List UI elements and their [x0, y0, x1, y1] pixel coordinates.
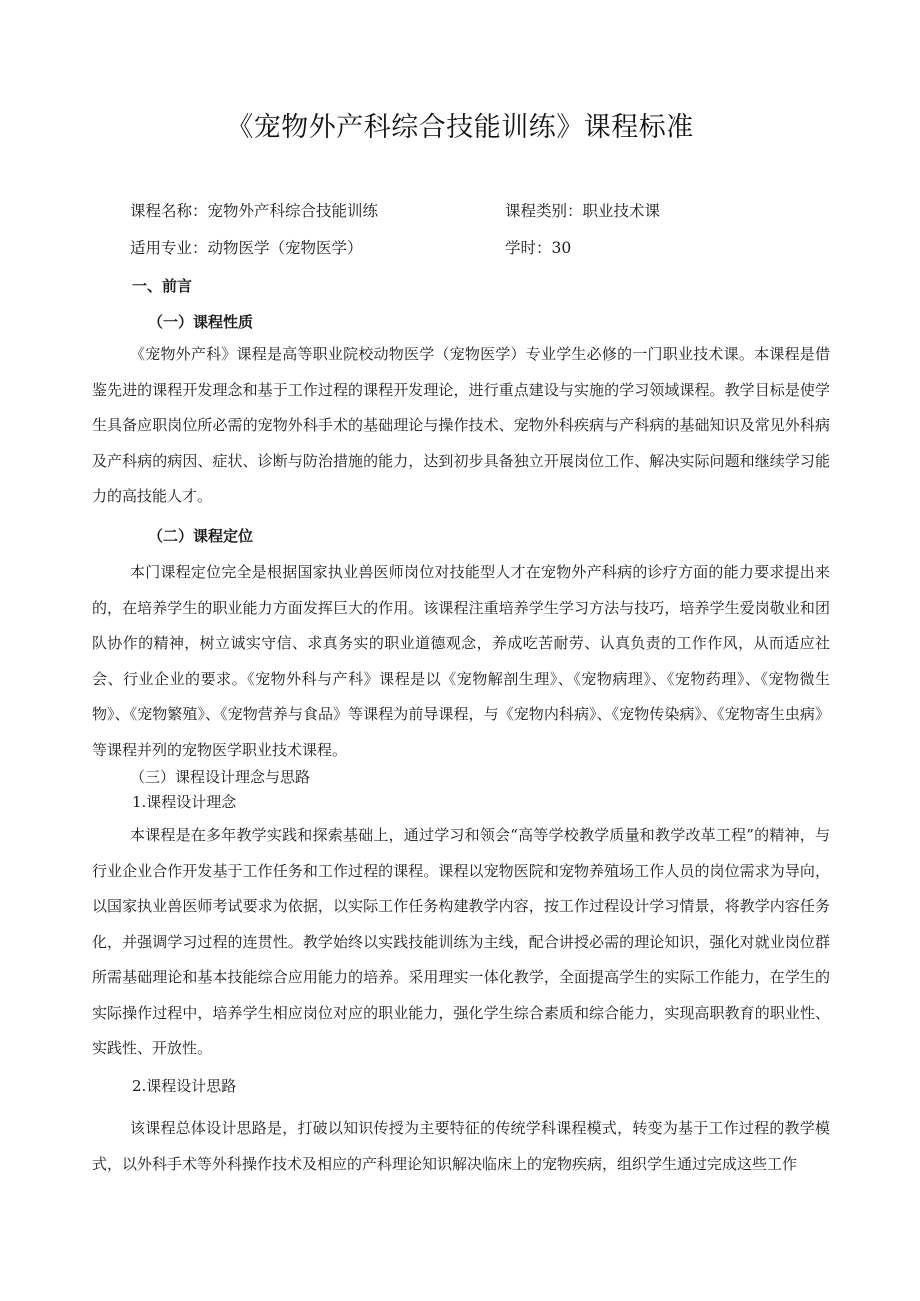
major-value: 动物医学（宠物医学） — [207, 239, 363, 257]
course-type-label: 课程类别： — [505, 202, 583, 220]
subsection-heading-positioning: （二）课程定位 — [148, 527, 254, 545]
section-heading-preface: 一、前言 — [132, 277, 193, 295]
subsection-heading-nature: （一）课程性质 — [148, 313, 254, 331]
item-heading-design-approach: 2.课程设计思路 — [132, 1077, 237, 1095]
paragraph-design-approach: 该课程总体设计思路是，打破以知识传授为主要特征的传统学科课程模式，转变为基于工作过程的教学模式，以外科手术等外科操作技术及相应的产科理论知识解决临床上的宠物疾病，组织学生通过完成这些工作 — [92, 1119, 830, 1173]
subsection-heading-design: （三）课程设计理念与思路 — [130, 768, 311, 786]
hours-value: 30 — [551, 239, 572, 257]
hours-label: 学时： — [505, 239, 552, 257]
item-heading-design-concept: 1.课程设计理念 — [132, 793, 237, 811]
course-type — [505, 199, 660, 223]
course-name-value: 宠物外产科综合技能训练 — [207, 202, 379, 220]
document-title: 《宠物外产科综合技能训练》课程标准 — [226, 112, 694, 143]
major-label: 适用专业： — [130, 239, 208, 257]
paragraph-nature: 《宠物外产科》课程是高等职业院校动物医学（宠物医学）专业学生必修的一门职业技术课。本课程是借鉴先进的课程开发理念和基于工作过程的课程开发理论，进行重点建设与实施的学习领域课程。教学目标是使学生具备应职岗位所必需的宠物外科手术的基础理论与操作技术、宠物外科疾病与产科病的基础知识及常见外科病及产科病的病因、症状、诊断与防治措施的能力，达到初步具备独立开展岗位工作、解决实际问题和继续学习能力的高技能人才。 — [92, 345, 830, 505]
paragraph-design-concept: 本课程是在多年教学实践和探索基础上，通过学习和领会“高等学校教学质量和教学改革工程”的精神，与行业企业合作开发基于工作任务和工作过程的课程。课程以宠物医院和宠物养殖场工作人员的岗位需求为导向，以国家执业兽医师考试要求为依据，以实际工作任务构建教学内容，按工作过程设计学习情景，将教学内容任务化，并强调学习过程的连贯性。教学始终以实践技能训练为主线，配合讲授必需的理论知识，强化对就业岗位群所需基础理论和基本技能综合应用能力的培养。采用理实一体化教学，全面提高学生的实际工作能力，在学生的实际操作过程中，培养学生相应岗位对应的职业能力，强化学生综合素质和综合能力，实现高职教育的职业性、实践性、开放性。 — [92, 826, 830, 1057]
meta-row-major — [130, 236, 572, 260]
course-name-label: 课程名称： — [130, 202, 208, 220]
course-type-value: 职业技术课 — [582, 202, 661, 220]
paragraph-positioning: 本门课程定位完全是根据国家执业兽医师岗位对技能型人才在宠物外产科病的诊疗方面的能力要求提出来的，在培养学生的职业能力方面发挥巨大的作用。该课程注重培养学生学习方法与技巧，培养学生爱岗敬业和团队协作的精神，树立诚实守信、求真务实的职业道德观念，养成吃苦耐劳、认真负责的工作作风，从而适应社会、行业企业的要求。《宠物外科与产科》课程是以《宠物解剖生理》、《宠物病理》、《宠物药理》、《宠物微生物》、《宠物繁殖》、《宠物营养与食品》等课程为前导课程，与《宠物内科病》、《宠物传染病》、《宠物寄生虫病》等课程并列的宠物医学职业技术课程。 — [92, 563, 830, 759]
hours — [505, 236, 571, 260]
meta-row-course — [130, 199, 661, 223]
